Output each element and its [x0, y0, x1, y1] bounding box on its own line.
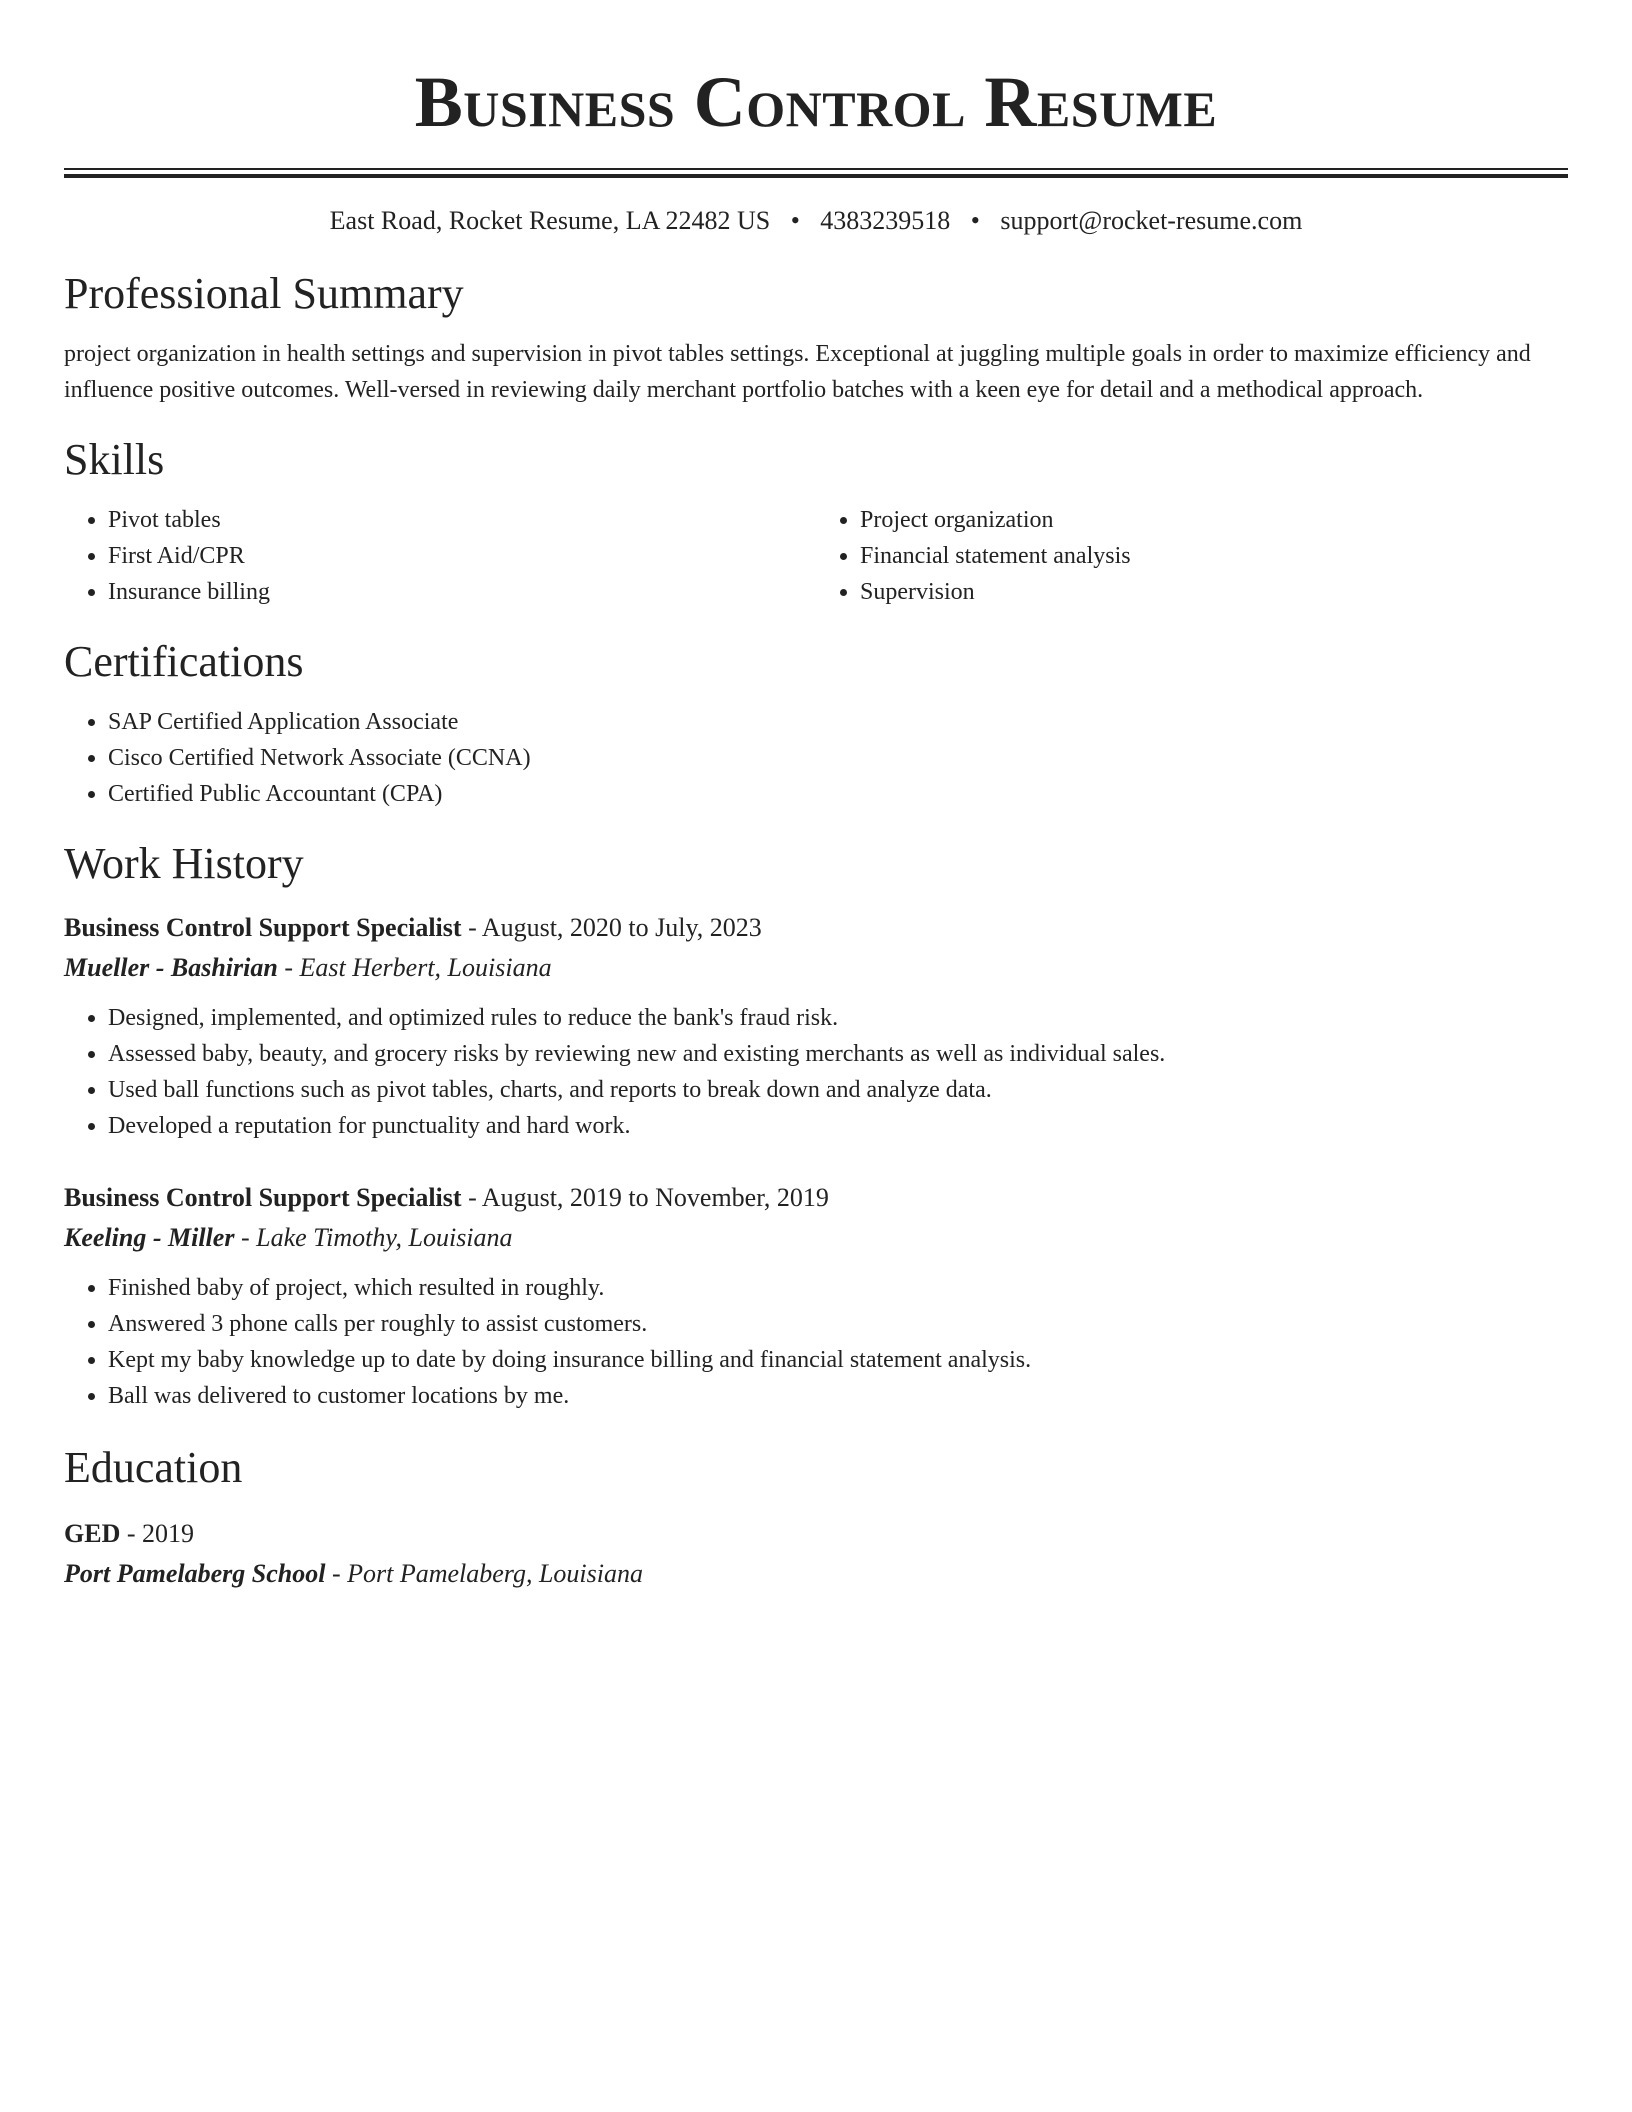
skill-item: • Project organization	[860, 502, 1568, 538]
summary-section	[64, 268, 1568, 408]
job-duty-item: • Ball was delivered to customer locations by me.	[108, 1378, 1568, 1414]
contact-separator: •	[790, 206, 800, 235]
certifications-heading: Certifications	[64, 637, 304, 686]
skill-item: • Financial statement analysis	[860, 538, 1568, 574]
skills-section	[64, 434, 1568, 610]
skills-list-left	[64, 502, 816, 610]
job-entry	[64, 1178, 1568, 1414]
certification-item: • SAP Certified Application Associate	[108, 704, 1568, 740]
school-line	[64, 1554, 1568, 1594]
title-divider	[64, 168, 1568, 178]
company-line	[64, 948, 1568, 988]
skill-item: • Insurance billing	[108, 574, 816, 610]
certifications-section	[64, 636, 1568, 812]
skill-item: • Supervision	[860, 574, 1568, 610]
job-dates: August, 2020 to July, 2023	[481, 913, 762, 942]
job-duty-item: • Used ball functions such as pivot tables, charts, and reports to break down and analyze data.	[108, 1072, 1568, 1108]
skills-heading: Skills	[64, 435, 165, 484]
education-entry	[64, 1514, 1568, 1594]
job-dash: -	[461, 1183, 482, 1212]
job-duty-item: • Designed, implemented, and optimized rules to reduce the bank's fraud risk.	[108, 1000, 1568, 1036]
job-duty-item: • Answered 3 phone calls per roughly to assist customers.	[108, 1306, 1568, 1342]
education-heading: Education	[64, 1443, 243, 1492]
work-history-heading: Work History	[64, 839, 304, 888]
skills-list-right	[816, 502, 1568, 610]
degree-dash: -	[120, 1519, 143, 1548]
contact-email: support@rocket-resume.com	[1000, 206, 1303, 235]
job-dash: -	[461, 913, 482, 942]
company-location: East Herbert, Louisiana	[299, 953, 552, 982]
skill-item: • Pivot tables	[108, 502, 816, 538]
contact-phone: 4383239518	[820, 206, 951, 235]
company-name: Mueller - Bashirian	[64, 953, 278, 982]
job-title: Business Control Support Specialist	[64, 1183, 462, 1212]
education-section	[64, 1442, 1568, 1594]
certification-item: • Certified Public Accountant (CPA)	[108, 776, 1568, 812]
degree-year: 2019	[142, 1519, 195, 1548]
skills-grid	[64, 502, 1568, 610]
work-history-section	[64, 838, 1568, 1414]
job-dates: August, 2019 to November, 2019	[481, 1183, 829, 1212]
job-duty-item: • Kept my baby knowledge up to date by doing insurance billing and financial statement analysis.	[108, 1342, 1568, 1378]
degree-line	[64, 1514, 1568, 1554]
job-duties-list	[64, 1000, 1568, 1144]
job-title-line	[64, 1178, 1568, 1218]
resume-title: Business Control Resume	[414, 62, 1218, 142]
company-line	[64, 1218, 1568, 1258]
certifications-list	[64, 704, 1568, 812]
job-title-line	[64, 908, 1568, 948]
certification-item: • Cisco Certified Network Associate (CCNA)	[108, 740, 1568, 776]
job-duty-item: • Assessed baby, beauty, and grocery risks by reviewing new and existing merchants as well as individual sales.	[108, 1036, 1568, 1072]
company-dash: -	[277, 953, 300, 982]
school-dash: -	[325, 1559, 348, 1588]
job-duty-item: • Finished baby of project, which resulted in roughly.	[108, 1270, 1568, 1306]
contact-line	[64, 204, 1568, 238]
skills-column-right	[816, 502, 1568, 610]
company-name: Keeling - Miller	[64, 1223, 235, 1252]
degree-name: GED	[64, 1519, 121, 1548]
job-duty-item: • Developed a reputation for punctuality and hard work.	[108, 1108, 1568, 1144]
company-location: Lake Timothy, Louisiana	[256, 1223, 513, 1252]
summary-text: project organization in health settings and supervision in pivot tables settings. Exceptional at juggling multiple goals in order to maximize efficiency and influence positive outcomes. Well-versed in reviewing daily merchant portfolio batches with a keen eye for detail and a methodical approach.	[64, 341, 1531, 403]
contact-address: East Road, Rocket Resume, LA 22482 US	[329, 206, 771, 235]
school-location: Port Pamelaberg, Louisiana	[347, 1559, 643, 1588]
skills-column-left	[64, 502, 816, 610]
job-title: Business Control Support Specialist	[64, 913, 462, 942]
company-dash: -	[234, 1223, 257, 1252]
contact-separator: •	[970, 206, 980, 235]
school-name: Port Pamelaberg School	[64, 1559, 326, 1588]
job-entry	[64, 908, 1568, 1144]
job-duties-list	[64, 1270, 1568, 1414]
skill-item: • First Aid/CPR	[108, 538, 816, 574]
summary-heading: Professional Summary	[64, 269, 464, 318]
